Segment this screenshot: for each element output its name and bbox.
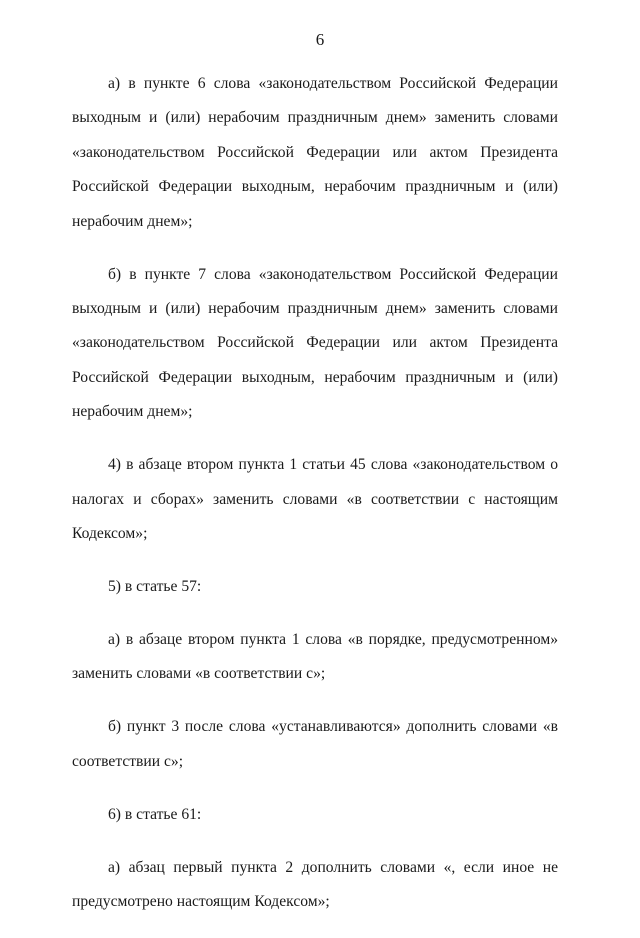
- document-body: [72, 67, 558, 938]
- paragraph-item-6-article-61: 6) в статье 61:: [108, 805, 202, 823]
- paragraph-item-5-article-57: 5) в статье 57:: [108, 578, 202, 596]
- paragraph-item-b-article-57: б) пункт 3 после слова «устанавливаются» дополнить словами «в соответствии с»;: [72, 718, 558, 770]
- paragraph-item-a-article-57: а) в абзаце втором пункта 1 слова «в порядке, предусмотренном» заменить словами «в соответствии с»;: [72, 631, 558, 683]
- paragraph-item-a-point-6: а) в пункте 6 слова «законодательством Российской Федерации выходным и (или) нерабочим праздничным днем» заменить словами «законодательством Российской Федерации или актом Президента Российской Федерации выходным, нерабочим праздничным и (или) нерабочим днем»;: [72, 75, 558, 230]
- paragraph-item-a-article-61: а) абзац первый пункта 2 дополнить словами «, если иное не предусмотрено настоящим Кодексом»;: [72, 858, 558, 911]
- paragraph-item-4-article-45: 4) в абзаце втором пункта 1 статьи 45 слова «законодательством о налогах и сборах» заменить словами «в соответствии с настоящим Кодексом»;: [72, 456, 558, 543]
- page-number: 6: [315, 30, 325, 49]
- paragraph-item-b-point-7: б) в пункте 7 слова «законодательством Российской Федерации выходным и (или) нерабочим праздничным днем» заменить словами «законодательством Российской Федерации или актом Президента Российской Федерации выходным, нерабочим праздничным и (или) нерабочим днем»;: [72, 265, 558, 421]
